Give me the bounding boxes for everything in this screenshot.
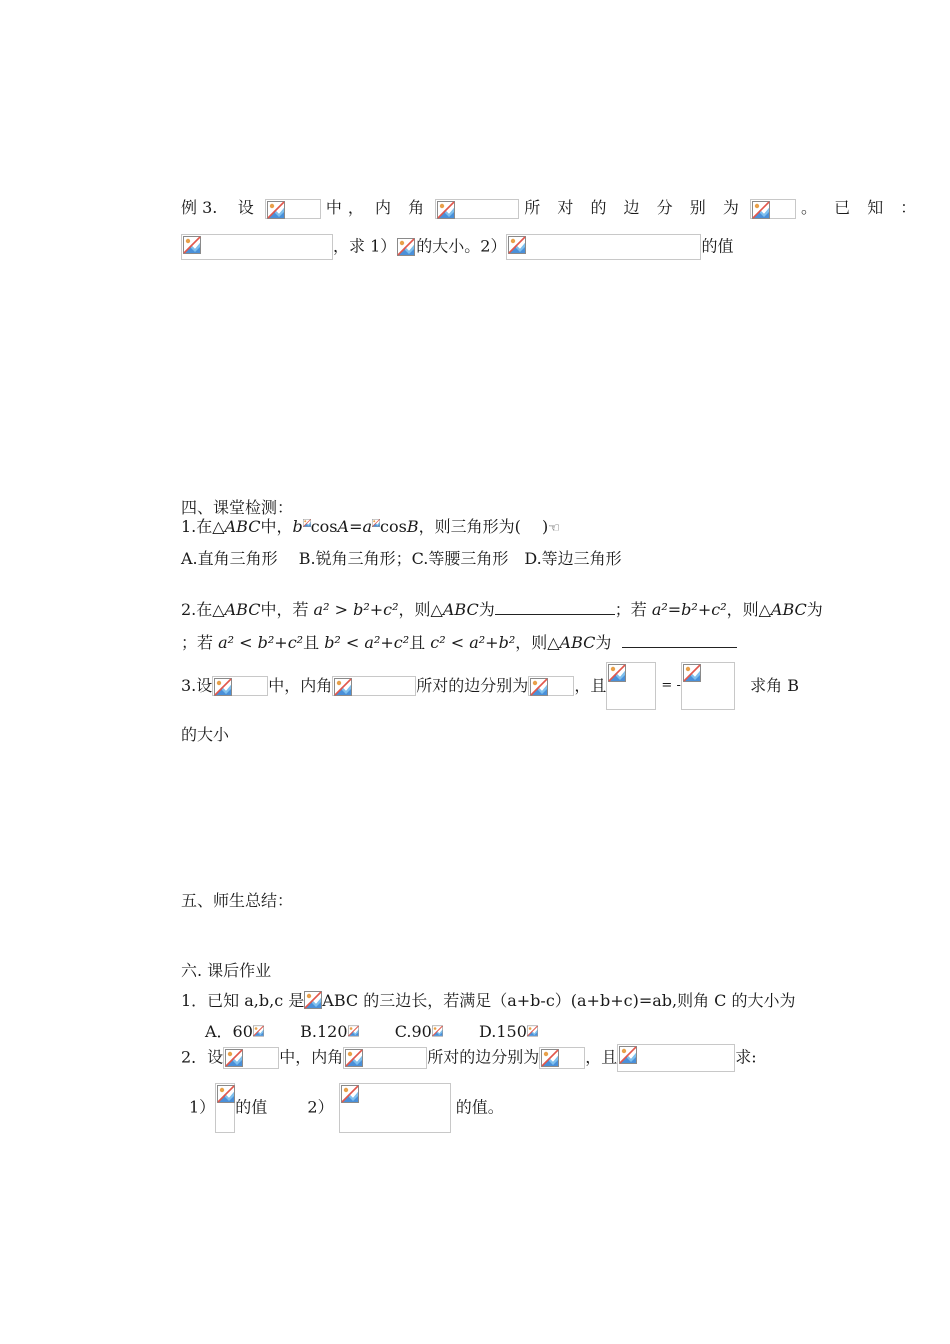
option-a[interactable]: A．60: [205, 1022, 253, 1041]
answer-blank[interactable]: [495, 614, 615, 615]
broken-image-icon: [396, 237, 416, 257]
section4-q3: 3.设 中，内角 所对的边分别为 ，且 = - 求角 B: [181, 662, 799, 712]
broken-image-icon: [339, 1083, 451, 1133]
broken-image-icon: [750, 199, 796, 219]
text: ，求 1）: [333, 236, 397, 256]
section4-heading: 四、课堂检测：: [181, 498, 294, 517]
text: 中，: [325, 198, 370, 217]
pointer-hand-icon: ☜: [548, 521, 560, 536]
example3-label: 例 3.: [181, 198, 218, 217]
broken-image-icon: [681, 662, 735, 710]
broken-image-icon: [606, 662, 656, 710]
answer-blank[interactable]: [622, 647, 737, 648]
broken-image-icon: [265, 199, 321, 219]
broken-image-icon: [348, 1022, 359, 1040]
broken-image-icon: [506, 234, 701, 260]
text: 设: [237, 198, 260, 217]
section4-q3-tail: 的大小: [181, 725, 230, 744]
broken-image-icon: [527, 1022, 538, 1040]
broken-image-icon: [223, 1047, 279, 1069]
option-b[interactable]: B.120: [300, 1022, 348, 1041]
text: 的值: [701, 236, 734, 256]
broken-image-icon: [372, 519, 380, 527]
broken-image-icon: [303, 519, 311, 527]
hw1-question: 1．已知 a,b,c 是 ABC 的三边长，若满足（a+b-c）(a+b+c)=ab,则角 C 的大小为: [181, 991, 796, 1010]
broken-image-icon: [539, 1047, 585, 1069]
broken-image-icon: [528, 676, 574, 696]
section5-heading: 五、师生总结：: [181, 891, 294, 910]
section4-q2-line2: ；若 a² < b²+c²且 b² < a²+c²且 c² < a²+b²，则△ABC为: [181, 633, 737, 653]
section6-heading: 六. 课后作业: [181, 961, 272, 980]
broken-image-icon: [253, 1022, 264, 1040]
broken-image-icon: [432, 1022, 443, 1040]
broken-image-icon: [332, 676, 416, 696]
text: 的大小。2）: [416, 236, 507, 256]
text: 。 已 知 ：: [801, 198, 923, 217]
broken-image-icon: [181, 234, 333, 260]
hw2-subquestions: 1） 的值 2） 的值。: [189, 1083, 504, 1135]
example3-line2: [181, 234, 733, 260]
example3-line1: [181, 198, 922, 219]
section4-q1-options: A.直角三角形 B.锐角三角形；C.等腰三角形 D.等边三角形: [181, 549, 622, 568]
option-c[interactable]: C.90: [394, 1022, 432, 1041]
broken-image-icon: [304, 991, 322, 1009]
broken-image-icon: [343, 1047, 427, 1069]
option-d[interactable]: D.150: [479, 1022, 527, 1041]
text: 内 角: [375, 198, 431, 217]
broken-image-icon: [215, 1083, 235, 1133]
broken-image-icon: [212, 676, 268, 696]
section4-q1: 1.在△ABC中，b cosA=a cosB，则三角形为( )☜: [181, 517, 560, 536]
text: 所 对 的 边 分 别 为: [524, 198, 745, 217]
hw2-question: 2．设 中，内角 所对的边分别为 ，且 求:: [181, 1044, 757, 1072]
section4-q2-line1: 2.在△ABC中，若 a² > b²+c²，则△ABC为 ；若 a²=b²+c²，则△ABC为: [181, 600, 823, 619]
broken-image-icon: [435, 199, 519, 219]
hw1-options: [205, 1022, 538, 1042]
broken-image-icon: [617, 1044, 735, 1072]
